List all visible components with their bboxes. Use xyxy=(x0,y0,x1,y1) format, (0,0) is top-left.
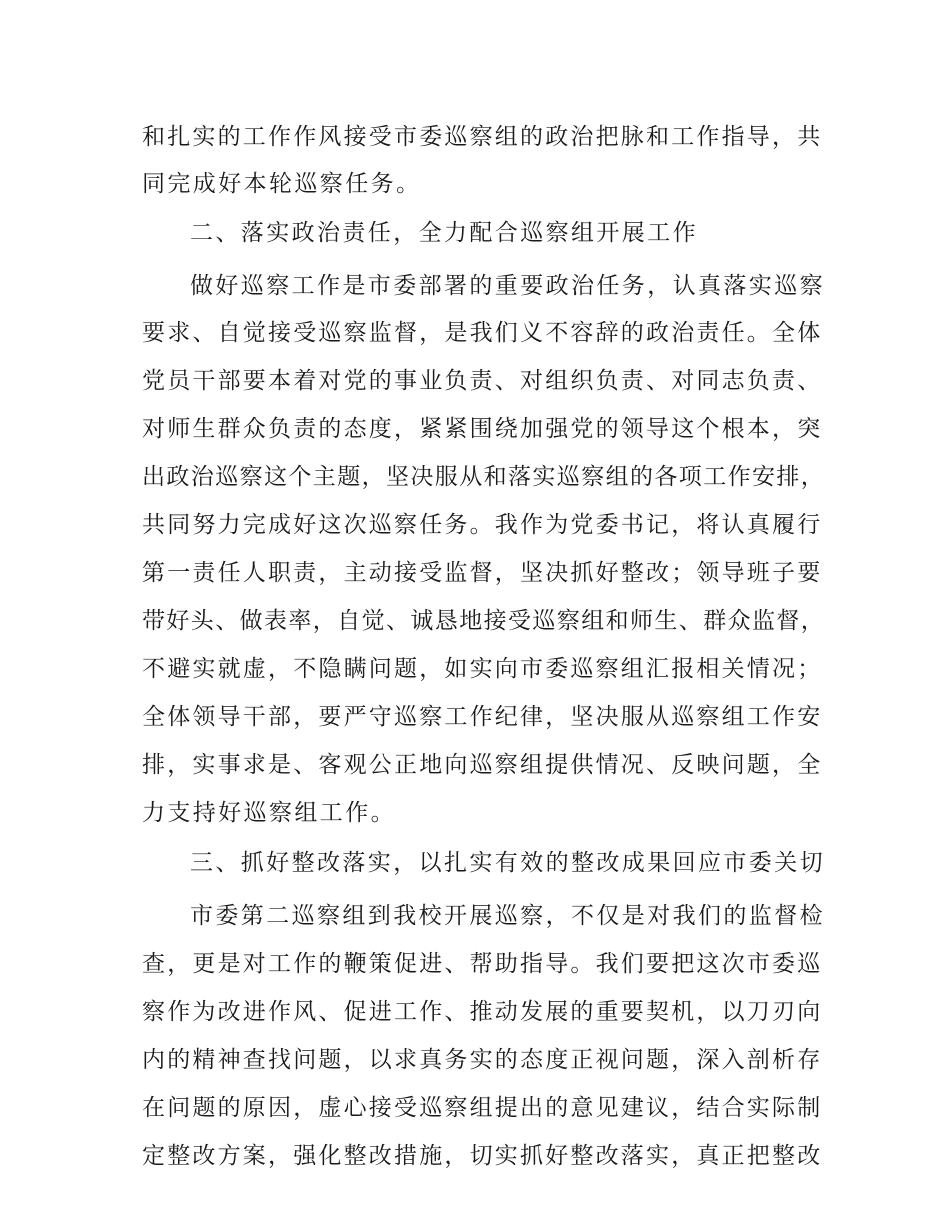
text-line: 带好头、做表率，自觉、诚恳地接受巡察组和师生、群众监督， xyxy=(142,608,826,634)
text-line: 同完成好本轮巡察任务。 xyxy=(142,171,422,197)
text-line: 要求、自觉接受巡察监督，是我们义不容辞的政治责任。全体 xyxy=(142,320,823,346)
text-line: 在问题的原因，虚心接受巡察组提出的意见建议，结合实际制 xyxy=(142,1095,823,1121)
text-line: 力支持好巡察组工作。 xyxy=(142,800,396,826)
text-line: 定整改方案，强化整改措施，切实抓好整改落实，真正把整改 xyxy=(142,1143,823,1169)
text-line: 对师生群众负责的态度，紧紧围绕加强党的领导这个根本，突 xyxy=(142,416,823,442)
section-heading: 二、落实政治责任，全力配合巡察组开展工作 xyxy=(190,220,698,246)
section-heading: 三、抓好整改落实，以扎实有效的整改成果回应市委关切 xyxy=(190,850,825,876)
text-line: 出政治巡察这个主题，坚决服从和落实巡察组的各项工作安排， xyxy=(142,464,826,490)
text-line: 做好巡察工作是市委部署的重要政治任务，认真落实巡察 xyxy=(190,273,825,299)
text-line: 全体领导干部，要严守巡察工作纪律，坚决服从巡察组工作安 xyxy=(142,704,823,730)
text-line: 党员干部要本着对党的事业负责、对组织负责、对同志负责、 xyxy=(142,368,823,394)
text-line: 排，实事求是、客观公正地向巡察组提供情况、反映问题，全 xyxy=(142,752,823,778)
text-line: 查，更是对工作的鞭策促进、帮助指导。我们要把这次市委巡 xyxy=(142,951,823,977)
text-line: 市委第二巡察组到我校开展巡察，不仅是对我们的监督检 xyxy=(190,903,825,929)
text-line: 察作为改进作风、促进工作、推动发展的重要契机，以刀刃向 xyxy=(142,999,823,1025)
text-line: 共同努力完成好这次巡察任务。我作为党委书记，将认真履行 xyxy=(142,512,823,538)
text-line: 不避实就虚，不隐瞒问题，如实向市委巡察组汇报相关情况； xyxy=(142,656,823,682)
text-line: 和扎实的工作作风接受市委巡察组的政治把脉和工作指导，共 xyxy=(142,124,823,150)
text-line: 内的精神查找问题，以求真务实的态度正视问题，深入剖析存 xyxy=(142,1047,823,1073)
text-line: 第一责任人职责，主动接受监督，坚决抓好整改；领导班子要 xyxy=(142,560,823,586)
